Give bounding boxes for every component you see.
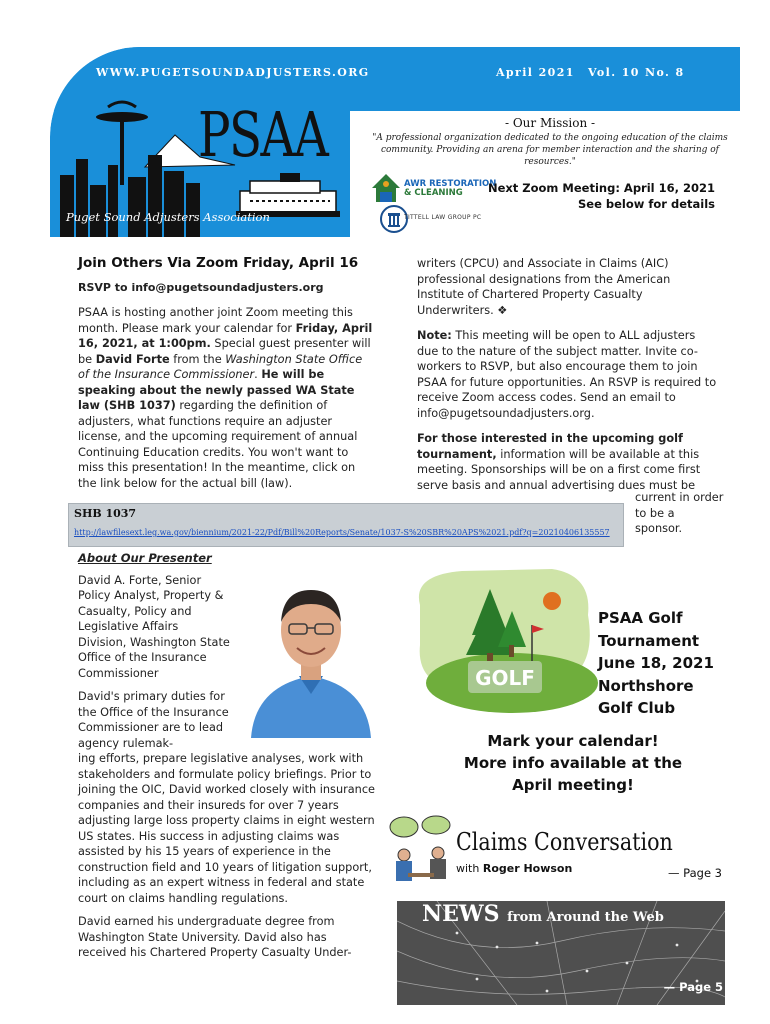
- golf-course-illustration: [402, 565, 602, 725]
- presenter-photo: [241, 568, 381, 738]
- presenter-duties: David's primary duties for the Office of the Insurance Commissioner are to lead agency rulemak- ing efforts, prepare legislative analyses, work with stakeholders and formulate policy briefings. Prior to joining the OIC, David worked closely with insurance companies and their insureds for over 7 years adjusting large loss property claims in eight western US states. His success in adjusting claims was assisted by his 15 years of experience in the construction field and 10 years of litigation support, including as an expert witness in federal and state court on claims handling regulations.: [78, 690, 375, 905]
- shb-title: SHB 1037: [74, 507, 137, 520]
- claims-page-ref[interactable]: — Page 3: [668, 866, 722, 880]
- issue-date: April 2021: [496, 66, 575, 79]
- article-right-column: [417, 256, 719, 503]
- news-page-ref[interactable]: — Page 5: [663, 980, 723, 994]
- presenter-education: David earned his undergraduate degree from Washington State University. David also has received his Chartered Property Casualty Under-: [78, 915, 352, 959]
- mission-text: "A professional organization dedicated to the ongoing education of the claims community. Providing an arena for member interaction and the sharing of resources.": [372, 133, 728, 167]
- conversation-icon: [388, 815, 454, 887]
- sponsor-tittell[interactable]: TITTELL LAW GROUP PC: [404, 214, 482, 221]
- note-paragraph: Note: This meeting will be open to ALL adjusters due to the nature of the subject matter. Invite co-workers to RSVP, but also encourage them to join PSAA for future opportunities. An RSVP is required to receive Zoom access codes. Send an email to info@pugetsoundadjusters.org.: [417, 329, 717, 420]
- issue-volume: Vol. 10 No. 8: [588, 66, 685, 79]
- golf-logo-text: GOLF: [475, 666, 535, 690]
- sponsor-awr[interactable]: AWR RESTORATION & CLEANING: [404, 179, 497, 198]
- rsvp-email[interactable]: RSVP to info@pugetsoundadjusters.org: [78, 280, 324, 294]
- article-title: Join Others Via Zoom Friday, April 16: [78, 255, 359, 271]
- golf-tournament-title: PSAA Golf Tournament June 18, 2021 Northshore Golf Club: [598, 609, 714, 717]
- credentials-text: writers (CPCU) and Associate in Claims (AIC) professional designations from the American Institute of Chartered Property Casualty Underwriters. ❖: [417, 257, 671, 317]
- news-title[interactable]: NEWS from Around the Web: [422, 901, 664, 927]
- psaa-logo: PSAA: [198, 98, 328, 171]
- presenter-title: David A. Forte, Senior Policy Analyst, Property & Casualty, Policy and Legislative Affairs Division, Washington State Office of the Insurance Commissioner: [78, 573, 230, 680]
- golf-info-paragraph: For those interested in the upcoming golf tournament, information will be available at this meeting. Sponsorships will be on a first come first serve basis and annual advertising dues must be: [417, 432, 701, 492]
- claims-conversation-title[interactable]: Claims Conversation: [456, 828, 673, 856]
- association-name: Puget Sound Adjusters Association: [66, 210, 270, 224]
- shb-bill-link[interactable]: http://lawfilesext.leg.wa.gov/biennium/2021-22/Pdf/Bill%20Reports/Senate/1037-S%20SBR%20APS%2021.pdf?q=20210406135557: [74, 528, 610, 537]
- claims-author: with Roger Howson: [456, 862, 573, 875]
- mark-calendar-note: Mark your calendar! More info available at the April meeting!: [463, 732, 683, 794]
- website-url[interactable]: WWW.PUGETSOUNDADJUSTERS.ORG: [96, 66, 370, 79]
- mission-title: - Our Mission -: [504, 116, 596, 130]
- article-left-column: [78, 256, 376, 501]
- next-zoom-meeting: Next Zoom Meeting: April 16, 2021 See below for details: [487, 181, 715, 211]
- article-paragraph: PSAA is hosting another joint Zoom meeting this month. Please mark your calendar for Friday, April 16, 2021, at 1:00pm. Special guest presenter will be David Forte from the Washington State Office of the Insurance Commissioner. He will be speaking about the newly passed WA State law (SHB 1037) regarding the definition of adjusters, what functions require an adjuster license, and the upcoming requirement of annual Continuing Education credits. You won't want to miss this presentation! In the meantime, click on the link below for the actual bill (law).: [78, 306, 373, 490]
- presenter-heading: About Our Presenter: [78, 551, 212, 565]
- shb-link-box: [68, 503, 624, 547]
- sponsor-dues-text: current in order to be a sponsor.: [635, 491, 724, 535]
